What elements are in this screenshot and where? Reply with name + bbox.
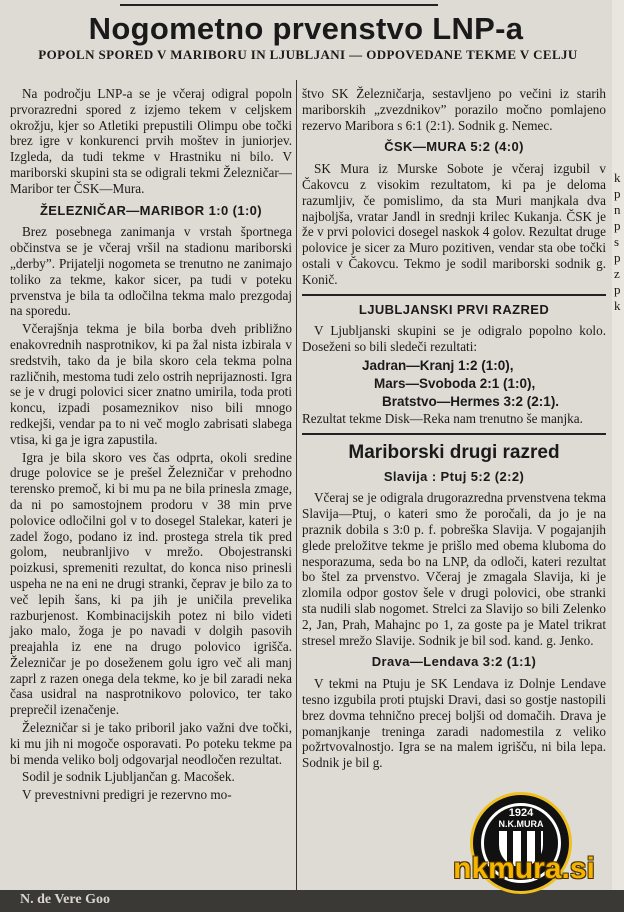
intro-paragraph: Na področju LNP-a se je včeraj odigral popoln prvorazredni spored z izjemo tekem v celjskem okrožju, kjer so Atletiki prepustili Olimpu obe točki brez igre v konkurenci prvih moštev in juniorjev. Izgleda, da tudi tekme v Hrastniku ni bilo. V mariborski skupini sta se odigrali tekmi Železničar—Maribor ter ČSK—Mura. bbox=[10, 86, 292, 196]
headline: Nogometno prvenstvo LNP-a bbox=[88, 11, 524, 46]
edge-letter: k bbox=[614, 170, 621, 185]
article-paragraph: Igra je bila skoro ves čas odprta, okoli sredine druge polovice se je prešel Železničar v prehodno terensko premoč, ki bi mu pa ne bila prinesla zmage, da ni po samostojnem prodoru v 38 min prve polovice odločilni gol v to dosegel Stalekar, kateri je zadel žogo, podano iz ind. prostega strela tik pred golom, neubranljivo v mrežo. Obojestranski poizkusi, spremeniti rezultat, do konca niso prinesli uspeha ne na eni ne drugi stranki, čeprav je bilo za to več lepih šans, ki pa jih je uničila prevelika razburjenost. Kombinacijskih potez ni bilo videti jako malo, žoga je po navadi v dolgih pasovih preajahla iz ene na drugo polovico igrišča. Železničar je po doseženem golu igro več ali manj zaprl z razen onega dela tekme, ko je bil zaradi neka časa usidral na nasprotnikovo polovico, ter tako preprečil izenačenje. bbox=[10, 449, 292, 718]
article-paragraph: V tekmi na Ptuju je SK Lendava iz Dolnje Lendave tesno izgubila proti ptujski Dravi, dasi so gostje nastopili brez dovma tehnično precej boljši od domačih. Drava je pomanjkanje treninga zaradi nadomestila z veliko požrtvovalnostjo. Igra se na malem igrišču, ni bila lepa. Sodnik je bil g. bbox=[302, 676, 606, 771]
match-title-zeleznicar-maribor: ŽELEZNIČAR—MARIBOR 1:0 (1:0) bbox=[39, 202, 263, 218]
article-paragraph: SK Mura iz Murske Sobote je včeraj izgubil v Čakovcu z visokim rezultatom, ki pa je deloma razumljiv, če pomislimo, da sta Muri manjkala dva najboljša, vratar Jandl in srednji krilec Kukanja. ČSK je že v prvi polovici dosegel naskok 4 golov. Rezultat druge polovice je sicer za Muro pozitiven, vendar sta obe točki ostali v Čakovcu. Tekmo je sodil mariborski sodnik g. Konič. bbox=[302, 161, 606, 287]
article-paragraph: Sodil je sodnik Ljubljančan g. Macošek. bbox=[22, 769, 235, 785]
left-column bbox=[10, 86, 292, 892]
watermark-brand: nkmura.si bbox=[453, 852, 595, 885]
bottom-band-text: N. de Vere Goo bbox=[20, 892, 110, 907]
logo-year: 1924 bbox=[508, 807, 534, 819]
edge-letter: p bbox=[614, 186, 621, 201]
article-paragraph: Včerajšnja tekma je bila borba dveh približno enakovrednih nasprotnikov, ki pa žal nista izbirala v sredstvih, tako da je bila skoro cela tekma polna različnih, mestoma tudi zelo ostrih neprijaznosti. Igra se je v drugi polovici sicer znatno umirila, toda proti koncu, izpadi posameznikov niso bili mnogo redkejši, vendar pa to ni več moglo zabrisati slabega vtisa, ki ga je igra zapustila. bbox=[10, 321, 292, 447]
section-rule bbox=[302, 294, 606, 296]
article-paragraph: V prevestnivni predigri je rezervno mo- bbox=[22, 787, 232, 803]
edge-letter: k bbox=[614, 298, 621, 313]
result-line: Jadran—Kranj 1:2 (1:0), bbox=[362, 357, 514, 373]
section-rule bbox=[302, 433, 606, 435]
edge-letter: p bbox=[614, 282, 621, 297]
result-line: Mars—Svoboda 2:1 (1:0), bbox=[374, 375, 536, 391]
adjacent-column-edge bbox=[612, 0, 624, 912]
article-paragraph: V Ljubljanski skupini se je odigralo popolno kolo. Doseženi so bili sledeči rezultati: bbox=[302, 323, 606, 355]
edge-letter: p bbox=[614, 218, 621, 233]
bottom-band bbox=[0, 890, 624, 912]
edge-letter: p bbox=[614, 250, 621, 265]
column-divider bbox=[296, 80, 297, 900]
section-title-maribor-second: Mariborski drugi razred bbox=[348, 441, 560, 463]
match-title-drava-lendava: Drava—Lendava 3:2 (1:1) bbox=[371, 654, 537, 670]
match-title-csk-mura: ČSK—MURA 5:2 (4:0) bbox=[384, 139, 524, 155]
section-title-ljubljana: LJUBLJANSKI PRVI RAZRED bbox=[358, 301, 550, 317]
article-paragraph: Železničar si je tako priboril jako važni dve točki, ki mu jih ni mogoče osporavati. Po poteku tekme pa bi menda veliko bolj odgovarjal neodločen rezultat. bbox=[10, 720, 292, 767]
logo-name: N.K.MURA bbox=[498, 819, 544, 829]
edge-letter: s bbox=[614, 234, 620, 249]
article-paragraph: Rezultat tekme Disk—Reka nam trenutno še manjka. bbox=[302, 410, 583, 426]
article-paragraph: Brez posebnega zanimanja v vrstah športnega občinstva se je včeraj vršil na stadionu mariborski „derby”. Prijatelji nogometa se trenutno ne zanimajo toliko za tekme, kakor sicer, pa tudi v poteku prvenstva je bila ta odločilna tekma malo prezgodaj na sporedu. bbox=[10, 224, 292, 319]
top-rule bbox=[120, 4, 438, 6]
edge-letter: z bbox=[614, 266, 620, 281]
result-line: Bratstvo—Hermes 3:2 (2:1). bbox=[382, 393, 560, 409]
article-paragraph: štvo SK Železničarja, sestavljeno po večini iz starih mariborskih „zvezdnikov” porazilo močno pomlajeno rezervo Maribora s 6:1 (2:1). Sodnik g. Nemec. bbox=[302, 86, 606, 133]
subheadline: POPOLN SPORED V MARIBORU IN LJUBLJANI — ODPOVEDANE TEKME V CELJU bbox=[38, 47, 578, 62]
right-column bbox=[302, 86, 606, 892]
article-paragraph: Včeraj se je odigrala drugorazredna prvenstvena tekma Slavija—Ptuj, o kateri smo že poročali, da jo je na praznik dobila s 3:0 p. f. pobreška Slavija. V pogajanjih glede preložitve tekme je prišlo med obema kluboma do nesporazuma, seda bo na LNP, da odloči, kateri rezultat bo štel za prvenstvo. Včeraj je zmagala Slavija, ki je zlomila odpor gostov šele v drugi polovici, obe stranki sta nudili slab nogomet. Strelci za Slavijo so bili Zelenko 2, Jan, Prah, Mahajnc po 1, za goste pa je Matel trikrat stresel mrežo Slavije. Sodnik je bil sod. kand. g. Jenko. bbox=[302, 490, 606, 648]
match-title-slavija-ptuj: Slavija : Ptuj 5:2 (2:2) bbox=[383, 468, 525, 484]
edge-letter: n bbox=[614, 202, 621, 217]
